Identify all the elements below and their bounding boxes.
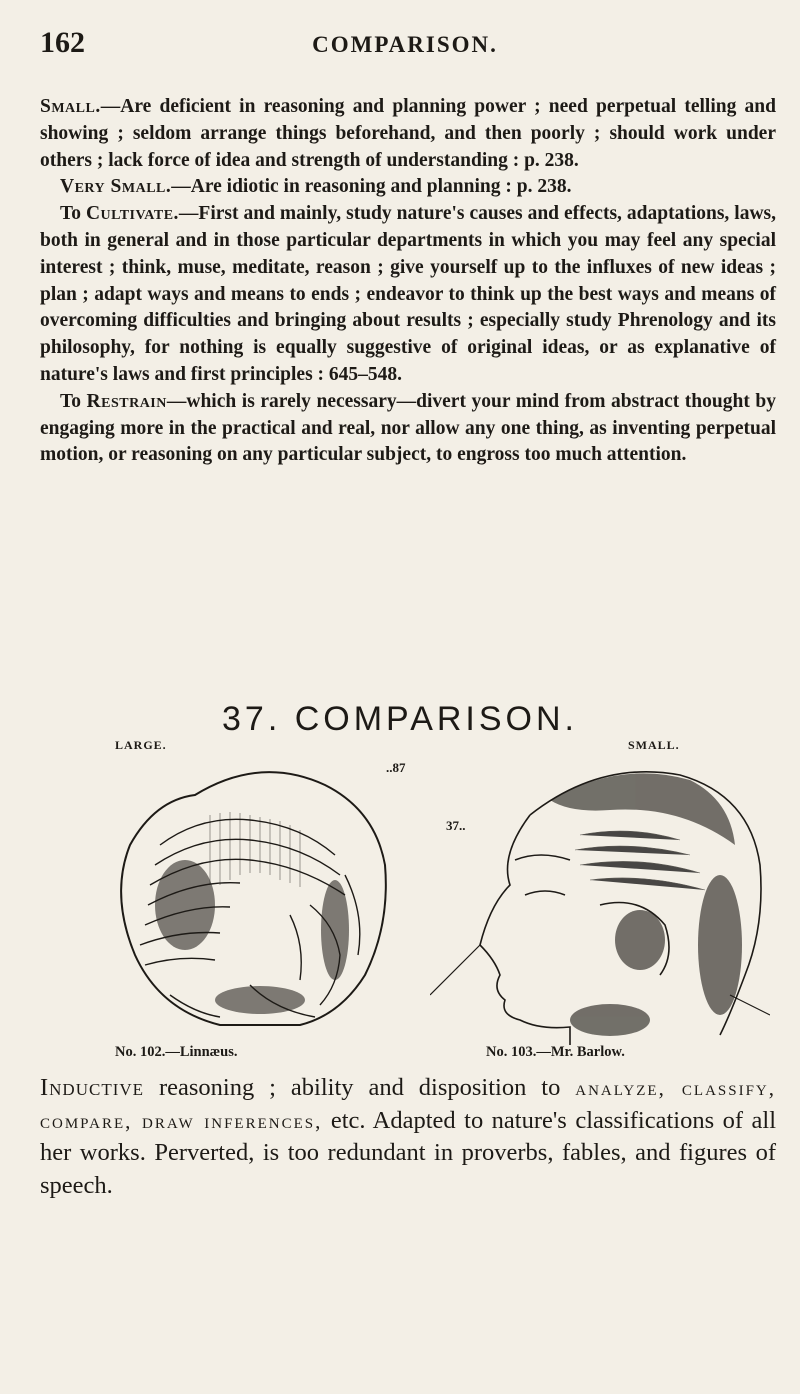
body-text bbox=[40, 94, 776, 469]
lead-cultivate: Cultivate. bbox=[85, 203, 179, 225]
text-small: —Are deficient in reasoning and planning power ; need perpetual telling and showing ; seldom arrange things beforehand, and then poorly ; should work under others ; lack force of idea and strength of understanding : p. 238. bbox=[40, 96, 776, 171]
label-large: LARGE. bbox=[115, 738, 167, 752]
page-number: 162 bbox=[40, 26, 85, 59]
running-head: COMPARISON. bbox=[312, 32, 498, 57]
caption-barlow: No. 103.—Mr. Barlow. bbox=[486, 1044, 625, 1060]
lead-inductive: Inductive bbox=[40, 1074, 145, 1101]
inductive-text bbox=[40, 1072, 776, 1202]
paragraph-very-small bbox=[40, 174, 776, 201]
portrait-barlow bbox=[430, 755, 770, 1045]
text-very-small: —Are idiotic in reasoning and planning : p. 238. bbox=[171, 176, 572, 198]
inductive-part2: etc. Adapted to nature's classifications of all her works. Perverted, is too redundant in proverbs, fables, and figures of speech. bbox=[40, 1106, 776, 1199]
marker-87: ..87 bbox=[386, 760, 406, 775]
paragraph-cultivate bbox=[40, 201, 776, 389]
inductive-part1: reasoning ; ability and disposition to bbox=[144, 1074, 576, 1101]
lead-restrain: Restrain bbox=[86, 390, 167, 412]
text-restrain: —which is rarely necessary—divert your mind from abstract thought by engaging more in the practical and real, nor allow any one thing, as inventing perpetual motion, or reasoning on any particular subject, to engross too much attention. bbox=[40, 390, 776, 466]
portrait-linnaeus bbox=[100, 755, 430, 1045]
lead-very-small: Very Small. bbox=[60, 176, 172, 198]
label-small: SMALL. bbox=[628, 738, 680, 752]
marker-37: 37.. bbox=[446, 818, 466, 833]
plate-title: 37. COMPARISON. bbox=[222, 700, 578, 738]
inductive-small-caps: analyze, classify, compare, draw inferences, bbox=[40, 1076, 777, 1133]
caption-linnaeus: No. 102.—Linnæus. bbox=[115, 1044, 238, 1060]
lead-prefix-cultivate: To bbox=[60, 203, 86, 225]
paragraph-restrain bbox=[40, 389, 776, 469]
inductive-paragraph bbox=[40, 1072, 776, 1202]
text-cultivate: —First and mainly, study nature's causes and effects, adaptations, laws, both in general and in those particular departments in which you may feel any special interest ; think, muse, meditate, reason ; give yourself up to the influxes of new ideas ; plan ; adapt ways and means to ends ; endeavor to think up the best ways and means of overcoming difficulties and bringing about results ; especially study Phrenology and its philosophy, for nothing is equally suggestive of original ideas, or as explanative of nature's laws and first principles : 645–548. bbox=[40, 203, 776, 385]
lead-prefix-restrain: To bbox=[60, 390, 87, 412]
paragraph-small bbox=[40, 94, 776, 174]
lead-small: Small. bbox=[40, 96, 101, 117]
page-header bbox=[40, 26, 770, 66]
